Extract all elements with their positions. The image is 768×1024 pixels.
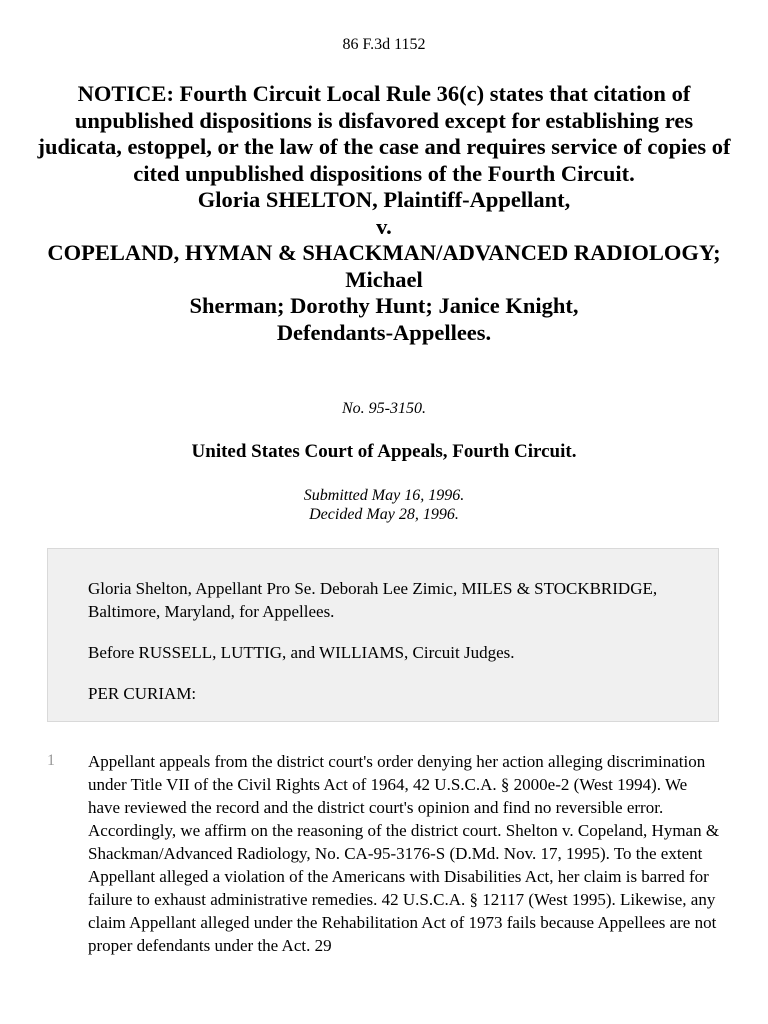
- versus-text: v.: [376, 213, 392, 239]
- case-citation: 86 F.3d 1152: [342, 36, 426, 53]
- per-curiam-label: PER CURIAM:: [88, 684, 197, 703]
- submitted-date: Submitted May 16, 1996.: [303, 487, 465, 504]
- docket-number: No. 95-3150.: [342, 400, 426, 417]
- defendants-line-1: COPELAND, HYMAN & SHACKMAN/ADVANCED RADIOLOGY; Michael: [47, 240, 721, 292]
- notice-text: NOTICE: Fourth Circuit Local Rule 36(c) states that citation of unpublished dispositions is disfavored except for establishing res judicata, estoppel, or the law of the case and requires service of copies of cited unpublished dispositions of the Fourth Circuit.: [37, 81, 731, 186]
- defendants-line-2: Sherman; Dorothy Hunt; Janice Knight,: [189, 293, 579, 318]
- opinion-paragraph: Appellant appeals from the district court's order denying her action alleging discrimination under Title VII of the Civil Rights Act of 1964, 42 U.S.C.A. § 2000e-2 (West 1994). We have reviewed the record and the district court's opinion and find no reversible error. Accordingly, we affirm on the reasoning of the district court. Shelton v. Copeland, Hyman & Shackman/Advanced Radiology, No. CA-95-3176-S (D.Md. Nov. 17, 1995). To the extent Appellant alleged a violation of the Americans with Disabilities Act, her claim is barred for failure to exhaust administrative remedies. 42 U.S.C.A. § 12117 (West 1995). Likewise, any claim Appellant alleged under the Rehabilitation Act of 1973 fails because Appellees are not proper defendants under the Act. 29: [88, 752, 720, 955]
- counsel-box: [47, 548, 719, 722]
- decided-date: Decided May 28, 1996.: [309, 506, 459, 523]
- case-dates: [0, 486, 768, 524]
- case-heading: [30, 81, 738, 346]
- plaintiff-name: Gloria SHELTON, Plaintiff-Appellant,: [197, 187, 571, 212]
- counsel-text: Gloria Shelton, Appellant Pro Se. Deborah Lee Zimic, MILES & STOCKBRIDGE, Baltimore, Maryland, for Appellees.: [88, 579, 658, 621]
- paragraph-number: 1: [47, 752, 55, 769]
- court-name: United States Court of Appeals, Fourth Circuit.: [191, 441, 577, 462]
- defendants-role: Defendants-Appellees.: [276, 319, 492, 345]
- judges-text: Before RUSSELL, LUTTIG, and WILLIAMS, Circuit Judges.: [88, 643, 515, 662]
